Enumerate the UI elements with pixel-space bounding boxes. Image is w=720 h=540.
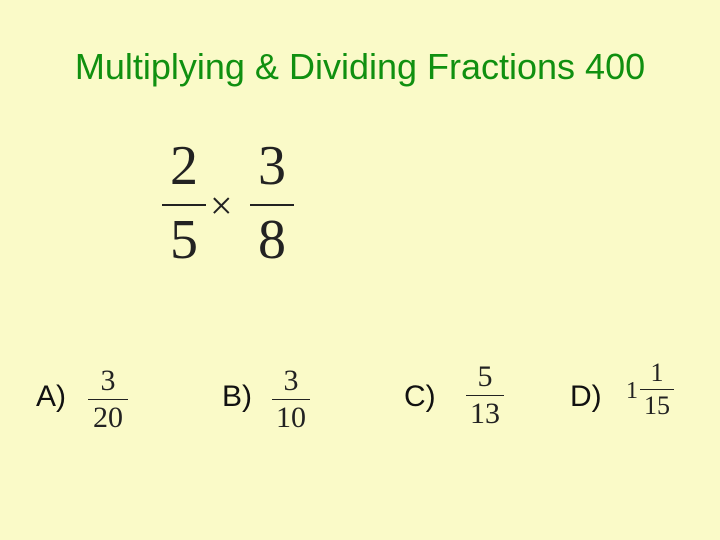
choice-b-numerator: 3: [283, 364, 299, 397]
choice-b-denominator: 10: [276, 401, 306, 434]
problem-left-numerator: 2: [170, 135, 198, 197]
fraction-bar: [466, 395, 504, 396]
problem-right-fraction: [250, 135, 294, 271]
choice-a-numerator: 3: [100, 364, 116, 397]
problem-right-numerator: 3: [258, 135, 286, 197]
choice-a-letter: A): [36, 380, 66, 413]
problem-left-denominator: 5: [170, 209, 198, 271]
choice-a-denominator: 20: [93, 401, 123, 434]
multiply-sign: ×: [210, 183, 233, 228]
problem-left-fraction: [162, 135, 206, 271]
choice-c-denominator: 13: [470, 397, 500, 430]
slide-title: Multiplying & Dividing Fractions 400: [74, 46, 646, 87]
choice-c-letter: C): [404, 380, 436, 413]
choice-c-fraction: [466, 362, 504, 429]
fraction-bar: [162, 204, 206, 206]
fraction-bar: [272, 399, 310, 400]
choice-d-whole: 1: [626, 378, 638, 404]
choice-d-denominator: 15: [644, 391, 670, 420]
fraction-bar: [88, 399, 128, 400]
choice-a-fraction: [88, 366, 128, 433]
fraction-bar: [250, 204, 294, 206]
choice-d-numerator: 1: [650, 358, 664, 387]
choice-d-letter: D): [570, 380, 602, 413]
fraction-bar: [640, 389, 674, 390]
choice-b-letter: B): [222, 380, 252, 413]
problem-right-denominator: 8: [258, 209, 286, 271]
choice-c-numerator: 5: [477, 360, 493, 393]
choice-b-fraction: [272, 366, 310, 433]
choice-d-fraction: [640, 360, 674, 419]
